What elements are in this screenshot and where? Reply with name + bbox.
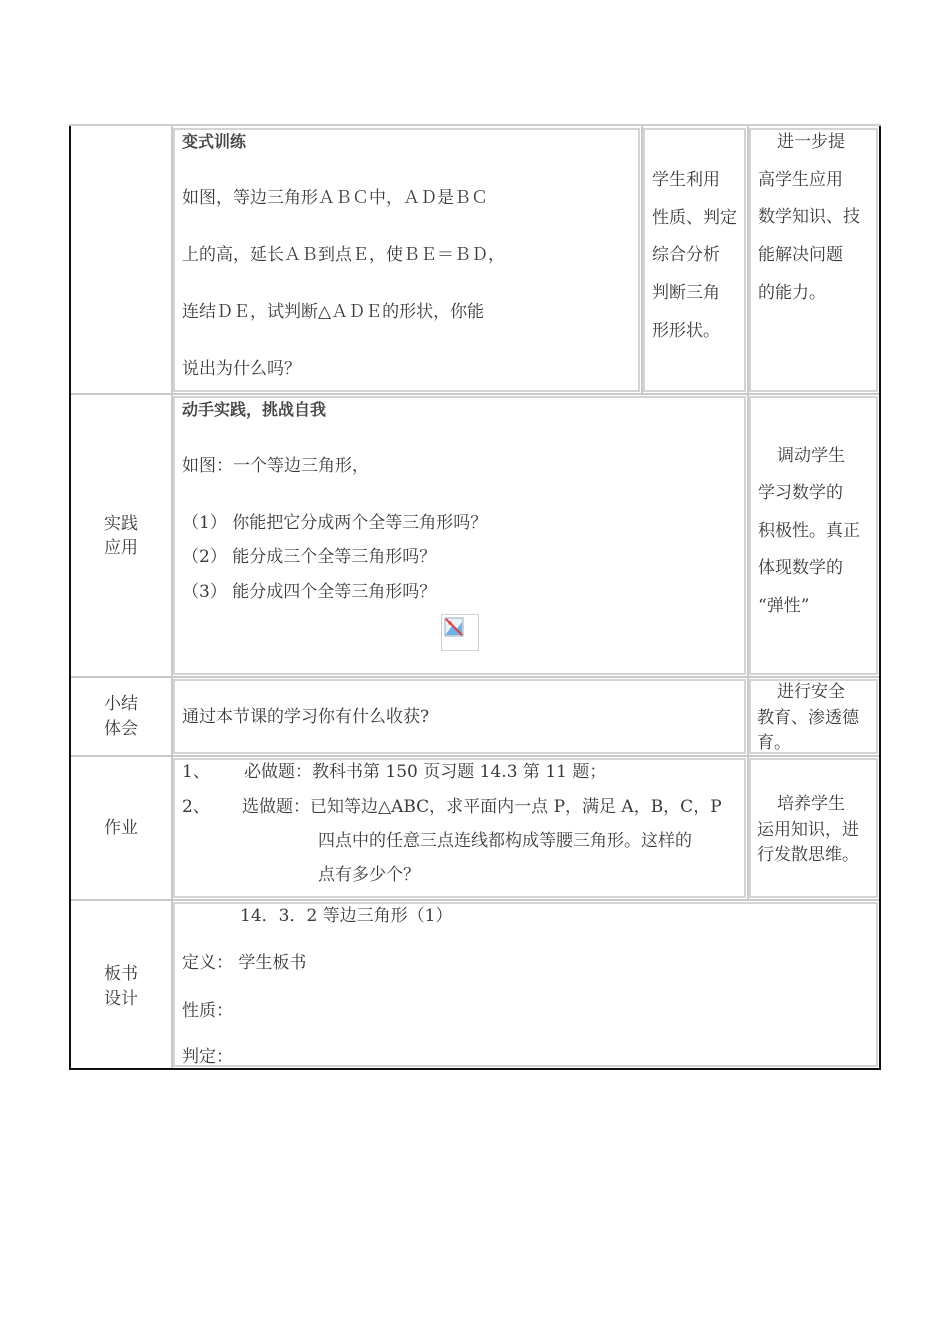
practice-section-line-1: 实践: [104, 514, 138, 534]
practice-question-3: （3） 能分成四个全等三角形吗？: [182, 582, 437, 602]
board-content-cell: [173, 902, 878, 1067]
practice-purpose-1: 调动学生: [777, 446, 845, 466]
variant-purpose-3: 数学知识、技: [758, 207, 860, 227]
practice-heading: 动手实践，挑战自我: [182, 400, 327, 419]
variant-purpose-2: 高学生应用: [758, 170, 843, 190]
summary-section-line-2: 体会: [104, 719, 138, 739]
variant-purpose-1: 进一步提: [777, 132, 845, 152]
variant-student-3: 综合分析: [652, 245, 720, 265]
homework-item1-text: 必做题：教科书第 150 页习题 14.3 第 11 题；: [244, 762, 607, 782]
summary-purpose-1: 进行安全: [777, 682, 845, 702]
board-title: 14．3．2 等边三角形（1）: [240, 906, 453, 926]
variant-student-1: 学生利用: [652, 170, 720, 190]
triangle-figure-placeholder: [441, 614, 479, 651]
practice-purpose-3: 积极性。真正: [758, 521, 860, 541]
practice-question-2: （2） 能分成三个全等三角形吗？: [182, 547, 437, 567]
variant-heading: 变式训练: [182, 132, 247, 151]
board-property: 性质：: [182, 1001, 233, 1021]
table-bottom-border: [69, 1068, 881, 1070]
board-section-line-1: 板书: [104, 964, 138, 984]
variant-student-5: 形形状。: [652, 321, 720, 341]
homework-purpose-1: 培养学生: [777, 794, 845, 814]
board-section-line-2: 设计: [104, 989, 138, 1009]
summary-question: 通过本节课的学习你有什么收获?: [182, 707, 430, 727]
variant-line-2: 上的高，延长ＡＢ到点Ｅ，使ＢＥ＝ＢＤ，: [182, 245, 505, 265]
variant-line-3: 连结ＤＥ，试判断△ＡＤＥ的形状，你能: [182, 302, 485, 322]
homework-item2-line-3: 点有多少个？: [318, 865, 420, 885]
variant-student-2: 性质、判定: [652, 208, 737, 228]
summary-purpose-2: 教育、渗透德: [757, 708, 859, 728]
practice-purpose-4: 体现数学的: [758, 558, 843, 578]
row-separator: [71, 393, 879, 395]
summary-purpose-3: 育。: [757, 733, 791, 753]
practice-section-line-2: 应用: [104, 538, 138, 558]
row-separator: [71, 755, 879, 757]
table-top-border: [69, 124, 881, 126]
variant-line-4: 说出为什么吗？: [182, 359, 301, 379]
table-right-border: [879, 126, 881, 1070]
homework-item1-number: 1、: [182, 762, 210, 782]
homework-item2-number: 2、: [182, 797, 210, 817]
homework-purpose-2: 运用知识，进: [757, 820, 859, 840]
practice-question-1: （1） 你能把它分成两个全等三角形吗？: [182, 513, 488, 533]
table-left-border: [69, 126, 71, 1070]
homework-purpose-3: 行发散思维。: [757, 845, 859, 865]
homework-section: 作业: [104, 818, 138, 838]
practice-purpose-2: 学习数学的: [758, 483, 843, 503]
row-separator: [71, 676, 879, 678]
practice-intro: 如图：一个等边三角形，: [182, 456, 369, 476]
board-definition: 定义： 学生板书: [182, 953, 307, 973]
homework-item2-line-2: 四点中的任意三点连线都构成等腰三角形。这样的: [318, 831, 692, 851]
variant-line-1: 如图，等边三角形ＡＢＣ中，ＡＤ是ＢＣ: [182, 188, 488, 208]
broken-image-icon: [444, 617, 464, 641]
homework-item2-line-1: 选做题：已知等边△ABC，求平面内一点 P，满足 A，B，C，P: [242, 797, 722, 817]
variant-purpose-5: 的能力。: [758, 283, 826, 303]
board-judgement: 判定：: [182, 1047, 233, 1067]
variant-student-4: 判断三角: [652, 283, 720, 303]
practice-purpose-5: “弹性”: [758, 596, 810, 616]
summary-section-line-1: 小结: [104, 694, 138, 714]
row-separator: [71, 899, 879, 901]
variant-purpose-4: 能解决问题: [758, 245, 843, 265]
